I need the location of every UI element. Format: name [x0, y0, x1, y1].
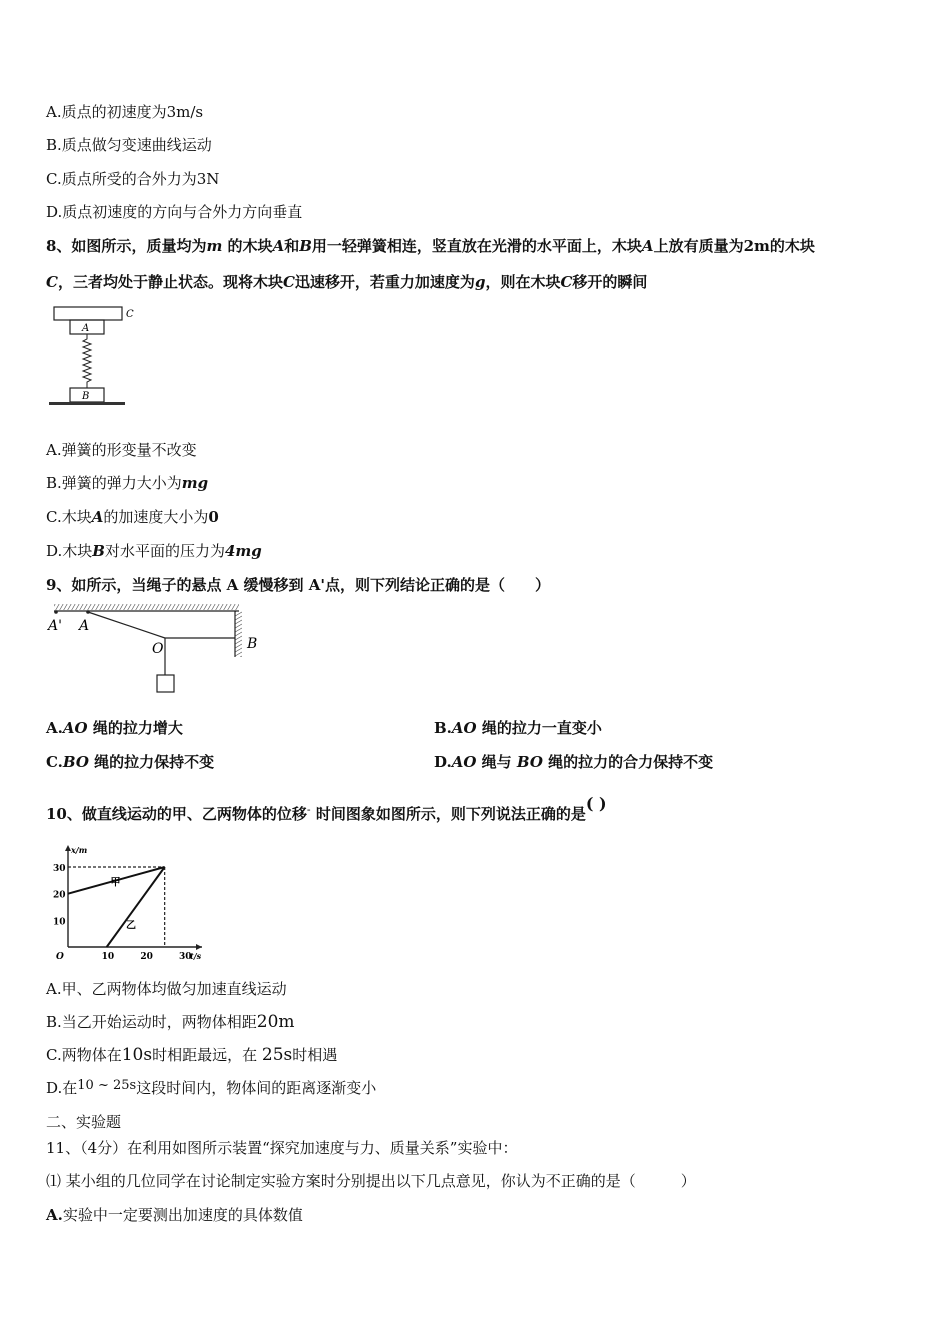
- q10-stem: 10、做直线运动的甲、乙两物体的位移- 时间图象如图所示，则下列说法正确的是( ): [46, 794, 607, 823]
- x-axis-arrow: [196, 944, 202, 950]
- x-tick-label: 30: [179, 952, 192, 962]
- q7-option-a: A.质点的初速度为3m/s: [46, 103, 204, 121]
- q10-option-d: D.在10 ~ 25s这段时间内，物体间的距离逐渐变小: [46, 1078, 377, 1097]
- q10-option-a: A.甲、乙两物体均做匀加速直线运动: [46, 980, 287, 998]
- section-title: 二、实验题: [46, 1113, 122, 1131]
- y-tick-label: 30: [53, 864, 66, 874]
- q8-spring-figure: [46, 305, 141, 410]
- y-tick-label: 20: [53, 890, 66, 901]
- label-a: A: [79, 618, 90, 634]
- label-a-prime: A': [48, 618, 62, 634]
- point-a-prime: [54, 610, 58, 614]
- label-c: C: [126, 309, 134, 320]
- q7-option-d: D.质点初速度的方向与合外力方向垂直: [46, 203, 303, 221]
- label-b: B: [82, 391, 90, 402]
- q8-stem-line2: C，三者均处于静止状态。现将木块C迅速移开，若重力加速度为g，则在木块C移开的瞬间: [46, 273, 648, 291]
- weight: [157, 675, 174, 692]
- q9-option-b: B.AO 绳的拉力一直变小: [434, 719, 602, 737]
- ceiling: [54, 604, 239, 610]
- x-axis-label: t/s: [190, 951, 202, 961]
- q9-rope-figure: [44, 602, 269, 697]
- q10-option-b: B.当乙开始运动时，两物体相距20m: [46, 1012, 295, 1032]
- block-c: [54, 307, 122, 320]
- label-a: A: [82, 323, 90, 334]
- q7-option-b: B.质点做匀变速曲线运动: [46, 136, 212, 154]
- q11-stem: 11、（4分）在利用如图所示装置“探究加速度与力、质量关系”实验中：: [46, 1139, 518, 1157]
- q9-stem: 9、如所示，当绳子的悬点 A 缓慢移到 A'点，则下列结论正确的是（ ）: [46, 576, 550, 594]
- q11-option-a: A.实验中一定要测出加速度的具体数值: [46, 1206, 303, 1224]
- q10-option-c: C.两物体在10s时相距最远，在 25s时相遇: [46, 1045, 338, 1065]
- y-axis-label: x/m: [71, 845, 88, 855]
- q8-option-a: A.弹簧的形变量不改变: [46, 441, 197, 459]
- label-b: B: [247, 636, 258, 652]
- q11-sub1: ⑴ 某小组的几位同学在讨论制定实验方案时分别提出以下几点意见，你认为不正确的是（ ）: [46, 1172, 696, 1190]
- q8-stem-line1: 8、如图所示，质量均为m 的木块A和B用一轻弹簧相连，竖直放在光滑的水平面上，木块A上放有质量为2m的木块: [46, 237, 815, 255]
- rope-ao: [88, 612, 165, 638]
- x-tick-label: 20: [140, 952, 153, 962]
- ground: [49, 402, 125, 405]
- q8-option-b: B.弹簧的弹力大小为mg: [46, 474, 209, 492]
- series-yi-label: 乙: [126, 920, 136, 932]
- q10-xt-chart: [46, 843, 202, 962]
- wall: [235, 611, 242, 657]
- origin-label: O: [56, 952, 64, 962]
- q9-option-d: D.AO 绳与 BO 绳的拉力的合力保持不变: [434, 753, 714, 771]
- q7-option-c: C.质点所受的合外力为3N: [46, 170, 220, 188]
- series-jia-label: 甲: [110, 877, 121, 889]
- label-o: O: [152, 641, 164, 657]
- q9-option-c: C.BO 绳的拉力保持不变: [46, 753, 215, 771]
- y-tick-label: 10: [53, 917, 66, 928]
- q8-option-d: D.木块B对水平面的压力为4mg: [46, 542, 262, 560]
- spring: [83, 334, 91, 388]
- x-tick-label: 10: [101, 952, 115, 962]
- q9-option-a: A.AO 绳的拉力增大: [46, 719, 183, 737]
- q8-option-c: C.木块A的加速度大小为0: [46, 508, 219, 526]
